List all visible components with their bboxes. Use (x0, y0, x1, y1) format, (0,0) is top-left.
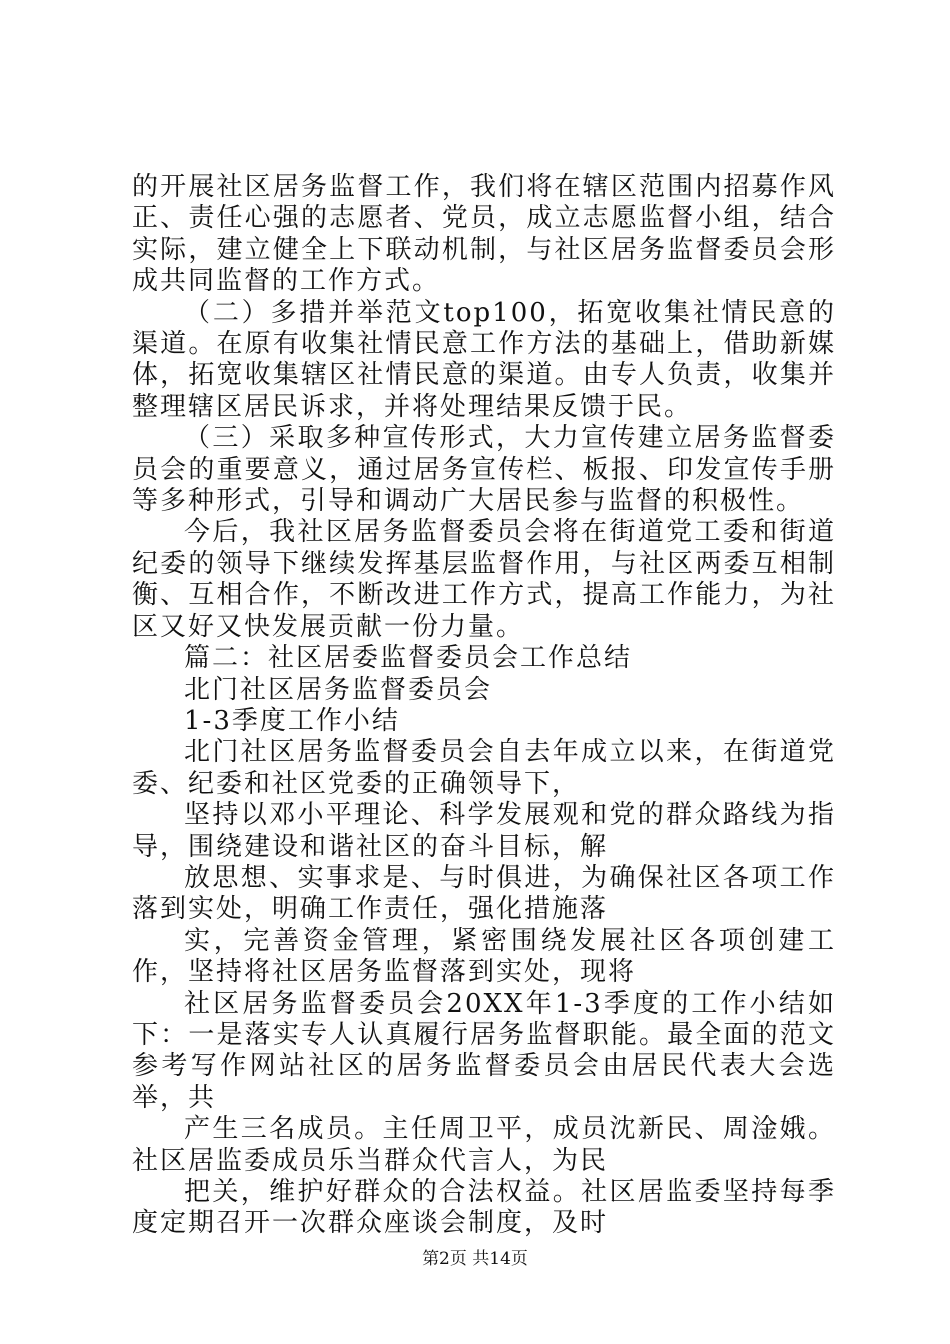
paragraph-10: 放思想、实事求是、与时俱进，为确保社区各项工作落到实处，明确工作责任，强化措施落 (132, 862, 836, 925)
paragraph-1: 的开展社区居务监督工作，我们将在辖区范围内招募作风正、责任心强的志愿者、党员，成立志愿监督小组，结合实际，建立健全上下联动机制，与社区居务监督委员会形成共同监督的工作方式。 (132, 172, 836, 297)
paragraph-2: （二）多措并举范文top100，拓宽收集社情民意的渠道。在原有收集社情民意工作方法的基础上，借助新媒体，拓宽收集辖区社情民意的渠道。由专人负责，收集并整理辖区居民诉求，并将处理结果反馈于民。 (132, 297, 836, 422)
section-heading: 篇二：社区居委监督委员会工作总结 (184, 643, 633, 674)
page-number-footer: 第2页 共14页 (422, 1249, 528, 1269)
document-body (132, 172, 836, 1240)
report-subtitle: 1-3季度工作小结 (184, 705, 400, 736)
paragraph-14: 把关，维护好群众的合法权益。社区居监委坚持每季度定期召开一次群众座谈会制度，及时 (132, 1177, 836, 1239)
paragraph-9: 坚持以邓小平理论、科学发展观和党的群众路线为指导，围绕建设和谐社区的奋斗目标，解 (132, 800, 836, 862)
paragraph-12: 社区居务监督委员会20XX年1-3季度的工作小结如下：一是落实专人认真履行居务监督职能。最全面的范文参考写作网站社区的居务监督委员会由居民代表大会选举，共 (132, 988, 836, 1113)
paragraph-4: 今后，我社区居务监督委员会将在街道党工委和街道纪委的领导下继续发挥基层监督作用，与社区两委互相制衡、互相合作，不断改进工作方式，提高工作能力，为社区又好又快发展贡献一份力量。 (132, 517, 836, 642)
paragraph-3: （三）采取多种宣传形式，大力宣传建立居务监督委员会的重要意义，通过居务宣传栏、板报、印发宣传手册等多种形式，引导和调动广大居民参与监督的积极性。 (132, 423, 836, 517)
organization-name: 北门社区居务监督委员会 (184, 674, 493, 705)
paragraph-8: 北门社区居务监督委员会自去年成立以来，在街道党委、纪委和社区党委的正确领导下， (132, 737, 836, 799)
paragraph-11: 实，完善资金管理，紧密围绕发展社区各项创建工作，坚持将社区居务监督落到实处，现将 (132, 925, 836, 988)
paragraph-13: 产生三名成员。主任周卫平，成员沈新民、周淦娥。社区居监委成员乐当群众代言人，为民 (132, 1114, 836, 1176)
